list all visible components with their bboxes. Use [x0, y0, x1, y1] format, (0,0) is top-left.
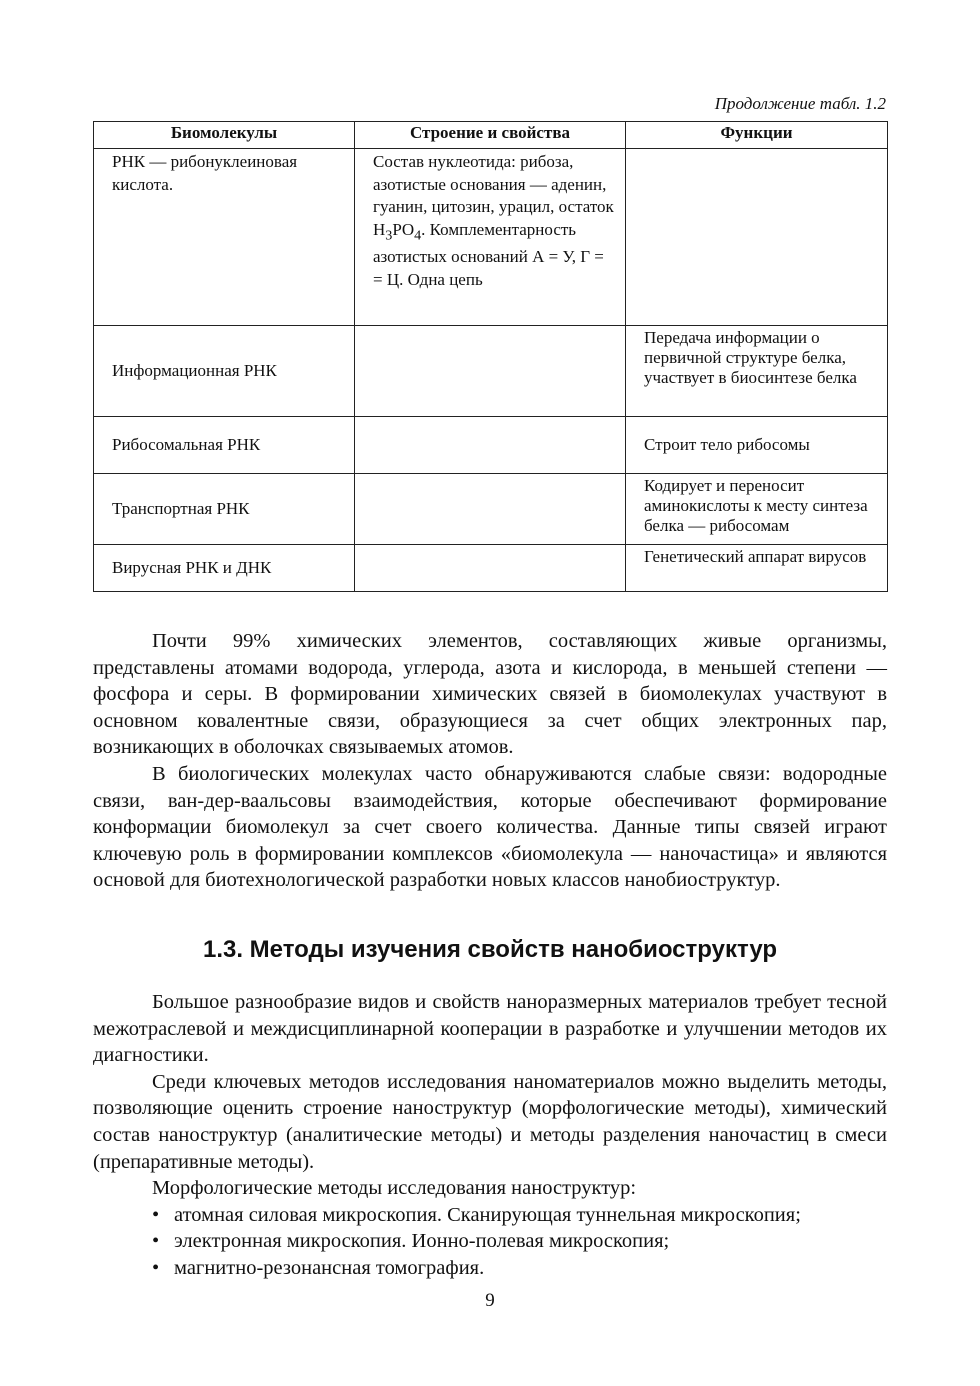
cell-name: Рибосомальная РНК [94, 417, 355, 474]
page-number: 9 [485, 1290, 495, 1311]
cell-function: Строит тело рибосомы [626, 417, 888, 474]
table-row [94, 474, 888, 545]
list-item-text: магнитно-резонансная томография. [174, 1256, 485, 1279]
methods-list [93, 1202, 887, 1282]
paragraph: Среди ключевых методов исследования наноматериалов можно выделить методы, позволяющие оценить строение наноструктур (морфологические методы), химический состав наноструктур (аналитические методы) и методы разделения наночастиц в смеси (препаративные методы). [93, 1070, 887, 1173]
paragraph: Морфологические методы исследования наноструктур: [152, 1177, 637, 1200]
table-row [94, 417, 888, 474]
cell-structure [355, 545, 626, 592]
biomolecules-table [93, 121, 888, 592]
structure-text-mid: PO [392, 219, 415, 239]
cell-name: Информационная РНК [94, 326, 355, 417]
structure-text-post: . Комплементарность азотистых оснований А = У, Г = = Ц. Одна цепь [373, 219, 604, 289]
body-text-block-2 [93, 989, 887, 1282]
paragraph: В биологических молекулах часто обнаруживаются слабые связи: водородные связи, ван-дер-ваальсовы взаимодействия, которые обеспечивают формирование конформации биомолекул за счет своего количества. Данные типы связей играют ключевую роль в формировании комплексов «биомолекула — наночастица» и являются основой для биотехнологической разработки новых классов нанобиоструктур. [93, 762, 887, 892]
cell-function: Кодирует и переносит аминокислоты к месту синтеза белка — рибосомам [626, 474, 888, 545]
body-text-block-1 [93, 628, 887, 894]
paragraph: Большое разнообразие видов и свойств наноразмерных материалов требует тесной межотраслевой и междисциплинарной кооперации в разработке и улучшении методов их диагностики. [93, 991, 887, 1067]
cell-function: Передача информации о первичной структуре белка, участвует в биосинтезе белка [626, 326, 888, 417]
cell-name: РНК — рибонуклеиновая кислота. [94, 149, 355, 326]
list-item [93, 1228, 887, 1255]
table-header-row [94, 122, 888, 149]
header-functions: Функции [626, 122, 888, 149]
cell-structure [355, 326, 626, 417]
bullet-icon: • [152, 1230, 160, 1253]
bullet-icon: • [152, 1256, 160, 1279]
bullet-icon: • [152, 1203, 160, 1226]
header-structure: Строение и свойства [355, 122, 626, 149]
header-biomolecules: Биомолекулы [94, 122, 355, 149]
list-item [93, 1202, 887, 1229]
cell-structure [355, 149, 626, 326]
paragraph: Почти 99% химических элементов, составляющих живые организмы, представлены атомами водорода, углерода, азота и кислорода, в меньшей степени — фосфора и серы. В формировании химических связей в биомолекулах участвуют в основном ковалентные связи, образующиеся за счет общих электронных пар, возникающих в оболочках связываемых атомов. [93, 630, 887, 759]
table-caption: Продолжение табл. 1.2 [714, 94, 886, 113]
cell-function [626, 149, 888, 326]
cell-name: Транспортная РНК [94, 474, 355, 545]
list-item-text: электронная микроскопия. Ионно-полевая микроскопия; [174, 1230, 670, 1253]
table-row [94, 149, 888, 326]
table-row [94, 545, 888, 592]
structure-subscript-1: 3 [385, 226, 393, 243]
table-row [94, 326, 888, 417]
structure-subscript-2: 4 [414, 226, 422, 243]
cell-name: Вирусная РНК и ДНК [94, 545, 355, 592]
list-item-text: атомная силовая микроскопия. Сканирующая туннельная микроскопия; [174, 1203, 801, 1226]
list-item [93, 1255, 887, 1282]
cell-structure [355, 417, 626, 474]
structure-text-pre: Состав нуклеотида: рибоза, азотистые основания — аденин, гуанин, цитозин, урацил, остаток H [373, 152, 614, 239]
cell-structure [355, 474, 626, 545]
cell-function: Генетический аппарат вирусов [626, 545, 888, 592]
section-title: 1.3. Методы изучения свойств нанобиоструктур [202, 936, 778, 963]
